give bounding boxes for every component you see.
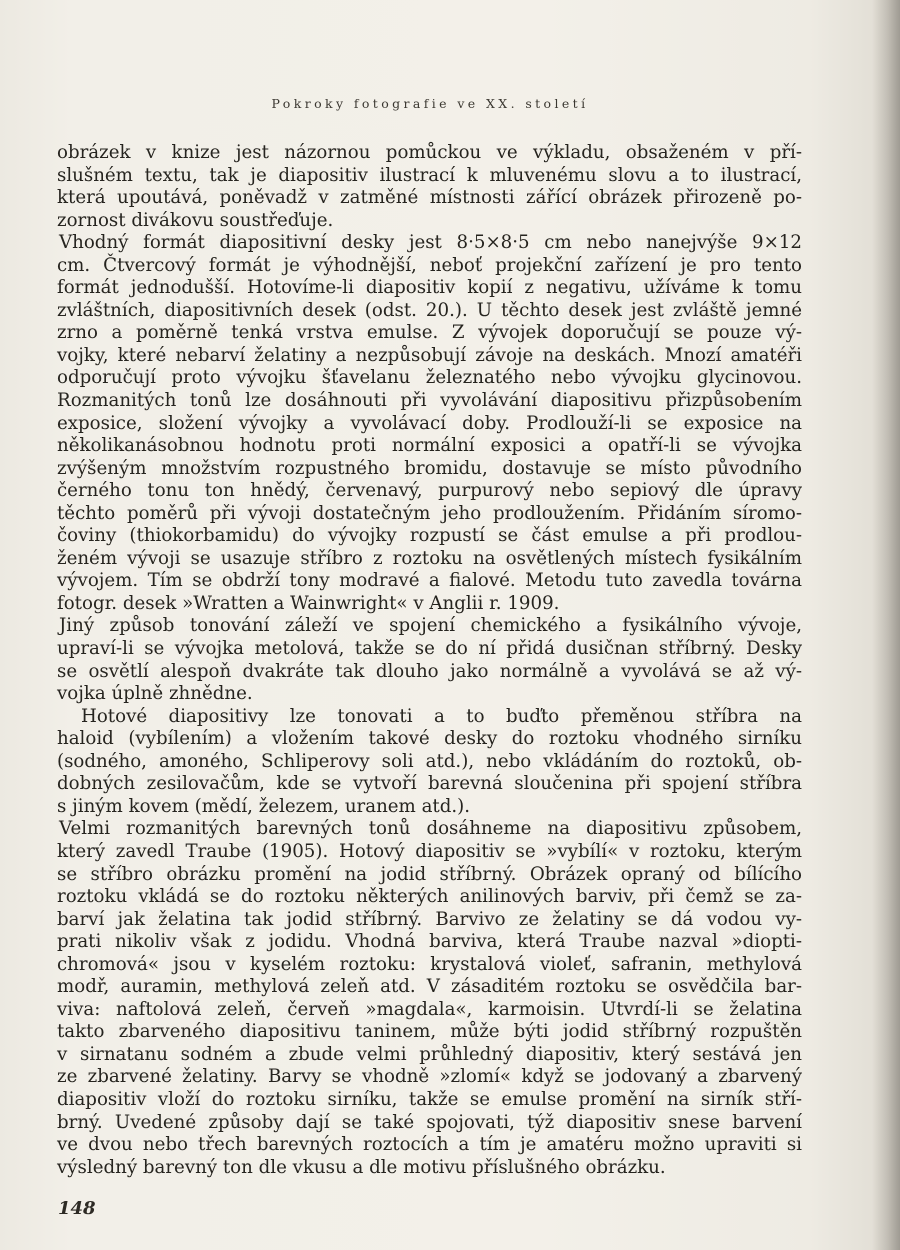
text-line: chromová« jsou v kyselém roztoku: krystalová violeť, safranin, methylová: [57, 953, 802, 975]
text-line: který zavedl Traube (1905). Hotový diapositiv se »vybílí« v roztoku, kterým: [57, 840, 802, 862]
text-line: která upoutává, poněvadž v zatměné místnosti zářící obrázek přirozeně po-: [57, 187, 802, 209]
text-line: brný. Uvedené způsoby dají se také spojovati, týž diapositiv snese barvení: [57, 1111, 802, 1133]
text-line: odporučují proto vývojku šťavelanu železnatého nebo vývojku glycinovou.: [57, 367, 802, 389]
text-line: Velmi rozmanitých barevných tonů dosáhneme na diapositivu způsobem,: [59, 818, 802, 840]
page-number: 148: [58, 1198, 96, 1219]
text-line: čoviny (thiokorbamidu) do vývojky rozpustí se část emulse a při prodlou-: [57, 525, 802, 547]
text-line: dobných zesilovačům, kde se vytvoří barevná sloučenina při spojení stříbra: [57, 773, 802, 795]
text-line: upraví-li se vývojka metolová, takže se do ní přidá dusičnan stříbrný. Desky: [57, 638, 802, 660]
text-line: Vhodný formát diapositivní desky jest 8·5×8·5 cm nebo nanejvýše 9×12: [59, 232, 802, 254]
text-line: obrázek v knize jest názornou pomůckou ve výkladu, obsaženém v pří-: [57, 142, 802, 163]
text-line: výsledný barevný ton dle vkusu a dle motivu příslušného obrázku.: [57, 1156, 666, 1178]
text-line: vojka úplně zhnědne.: [57, 683, 253, 705]
text-line: Rozmanitých tonů lze dosáhnouti při vyvolávání diapositivu přizpůsobením: [57, 390, 802, 412]
text-line: v sirnatanu sodném a zbude velmi průhledný diapositiv, který sestává jen: [57, 1043, 802, 1065]
text-line: černého tonu ton hnědý, červenavý, purpurový nebo sepiový dle úpravy: [57, 480, 802, 502]
text-line: slušném textu, tak je diapositiv ilustrací k mluvenému slovu a to ilustrací,: [57, 164, 802, 186]
page-binding-shadow: [872, 0, 900, 1250]
body-text: [57, 142, 802, 1179]
text-line: modř, auramin, methylová zeleň atd. V zásaditém roztoku se osvědčila bar-: [57, 976, 802, 998]
text-line: viva: naftolová zeleň, červeň »magdala«, karmoisin. Utvrdí-li se želatina: [57, 998, 802, 1020]
text-line: Jiný způsob tonování záleží ve spojení chemického a fysikálního vývoje,: [59, 615, 802, 637]
text-line: se osvětlí alespoň dvakráte tak dlouho jako normálně a vyvolává se až vý-: [57, 660, 802, 682]
running-head: Pokroky fotografie ve XX. století: [271, 96, 589, 111]
text-line: několikanásobnou hodnotu proti normální exposici a opatří-li se vývojka: [57, 435, 802, 457]
text-line: prati nikoliv však z jodidu. Vhodná barviva, která Traube nazval »diopti-: [57, 931, 802, 953]
text-line: takto zbarveného diapositivu taninem, může býti jodid stříbrný rozpuštěn: [57, 1021, 802, 1043]
text-line: exposice, složení vývojky a vyvolávací doby. Prodlouží-li se exposice na: [57, 412, 802, 434]
text-line: barví jak želatina tak jodid stříbrný. Barvivo ze želatiny se dá vodou vy-: [57, 908, 802, 930]
text-line: (sodného, amoného, Schliperovy soli atd.), nebo vkládáním do roztoků, ob-: [57, 750, 802, 772]
text-line: vývojem. Tím se obdrží tony modravé a fialové. Metodu tuto zavedla továrna: [57, 570, 802, 592]
text-line: zornost divákovu soustřeďuje.: [57, 209, 334, 231]
text-line: vojky, které nebarví želatiny a nezpůsobují závoje na deskách. Mnozí amatéři: [57, 344, 802, 366]
text-line: zrno a poměrně tenká vrstva emulse. Z vývojek doporučují se pouze vý-: [57, 322, 802, 344]
text-line: ve dvou nebo třech barevných roztocích a tím je amatéru možno upraviti si: [57, 1134, 802, 1156]
text-line: roztoku vkládá se do roztoku některých anilinových barviv, při čemž se za-: [57, 886, 802, 908]
text-line: zvláštních, diapositivních desek (odst. 20.). U těchto desek jest zvláště jemné: [57, 299, 802, 321]
text-line: se stříbro obrázku promění na jodid stříbrný. Obrázek opraný od bílícího: [57, 863, 802, 885]
text-line: ze zbarvené želatiny. Barvy se vhodně »zlomí« když se jodovaný a zbarvený: [57, 1066, 802, 1088]
text-line: ženém vývoji se usazuje stříbro z roztoku na osvětlených místech fysikálním: [57, 547, 802, 569]
text-line: těchto poměrů při vývoji dostatečným jeho prodloužením. Přidáním síromo-: [57, 502, 802, 524]
text-line: formát jednodušší. Hotovíme-li diapositiv kopií z negativu, užíváme k tomu: [57, 277, 802, 299]
text-line: fotogr. desek »Wratten a Wainwright« v Anglii r. 1909.: [57, 592, 560, 614]
paragraph: [57, 142, 802, 232]
paragraph: [57, 818, 802, 1179]
text-line: haloid (vybílením) a vložením takové desky do roztoku vhodného sirníku: [57, 728, 802, 750]
paragraph: [57, 706, 802, 819]
text-line: s jiným kovem (mědí, železem, uranem atd.).: [57, 795, 471, 817]
text-line: Hotové diapositivy lze tonovati a to buďto přeměnou stříbra na: [81, 705, 802, 727]
paragraph: [57, 615, 802, 705]
text-line: zvýšeným množstvím rozpustného bromidu, dostavuje se místo původního: [57, 457, 802, 479]
text-line: diapositiv vloží do roztoku sirníku, takže se emulse promění na sirník stří-: [57, 1088, 802, 1110]
text-line: cm. Čtvercový formát je výhodnější, neboť projekční zařízení je pro tento: [57, 254, 802, 276]
paragraph: [57, 232, 802, 615]
